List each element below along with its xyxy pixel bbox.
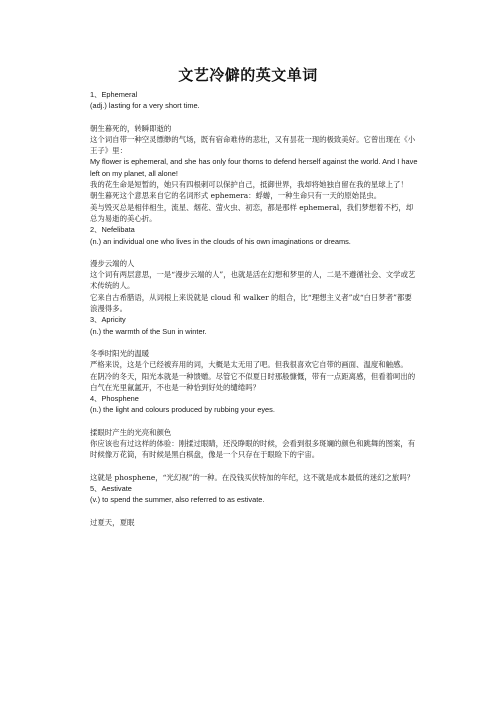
translation-ephemeral: 朝生暮死的，转瞬即逝的 xyxy=(90,123,172,133)
paragraph: 朝生暮死这个意思来自它的名词形式 ephemera：蜉蝣，一种生命只有一天的原始昆虫。 xyxy=(90,191,382,201)
paragraph: 你应该也有过这样的体验：刚揉过眼睛，还没睁眼的时候，会看到很多斑斓的颜色和跳舞的图案，有时候像万花筒，有时候是黑白棋盘，像是一个只存在于眼睑下的宇宙。 xyxy=(90,439,416,460)
paragraph: 美与毁灭总是相伴相生，流星、烟花、萤火虫、初恋，都是那样 ephemeral，我们梦想着不朽，却总为易逝的美心折。 xyxy=(90,202,414,223)
translation-aestivate: 过夏天，夏眠 xyxy=(90,517,135,527)
definition-aestivate: (v.) to spend the summer, also referred to as estivate. xyxy=(90,495,265,505)
quote-chinese: 我的花生命是短暂的，她只有四根刺可以保护自己，抵御世界，我却将她独自留在我的星球上了！ xyxy=(90,180,408,190)
paragraph: 这个词有两层意思，一是“漫步云端的人”，也就是活在幻想和梦里的人，二是不遵循社会、文学或艺术传统的人。 xyxy=(90,270,416,291)
quote-english: My flower is ephemeral, and she has only four thorns to defend herself against the world. And I have left on my planet, all alone! xyxy=(90,157,418,178)
translation-phosphene: 揉眼时产生的光亮和颜色 xyxy=(90,427,172,437)
entry-heading-ephemeral: 1、Ephemeral xyxy=(90,90,138,99)
document-body xyxy=(90,89,418,528)
document-title: 文艺冷僻的英文单词 xyxy=(178,66,318,84)
paragraph: 这个词自带一种空灵缥缈的气场，既有宿命难侍的悲壮，又有昙花一现的极致美好。它曾出现在《小王子》里： xyxy=(90,134,416,156)
entry-heading-aestivate: 5、Aestivate xyxy=(90,483,132,493)
translation-apricity: 冬季时阳光的温暖 xyxy=(90,348,150,358)
definition-ephemeral: (adj.) lasting for a very short time. xyxy=(90,101,200,111)
translation-nefelibata: 漫步云端的人 xyxy=(90,258,135,268)
definition-apricity: (n.) the warmth of the Sun in winter. xyxy=(90,326,207,336)
paragraph: 在阴冷的冬天，阳光本就是一种馈赠。尽管它不似夏日时那般慷慨，带有一点距离感，但看着呵出的白气在光里氤氲开，不也是一种恰到好处的缱绻吗？ xyxy=(90,371,416,392)
paragraph: 严格来说，这是个已经被弃用的词，大概是太无用了吧。但我很喜欢它自带的画面、温度和触感。 xyxy=(90,360,408,370)
entry-heading-nefelibata: 2、Nefelibata xyxy=(90,225,135,235)
entry-heading-apricity: 3、Apricity xyxy=(90,315,126,325)
entry-heading-phosphene: 4、Phosphene xyxy=(90,394,139,404)
definition-nefelibata: (n.) an individual one who lives in the clouds of his own imaginations or dreams. xyxy=(90,236,351,246)
definition-phosphene: (n.) the light and colours produced by rubbing your eyes. xyxy=(90,405,275,415)
paragraph: 它来自古希腊语，从词根上来说就是 cloud 和 walker 的组合，比“理想主义者”或“白日梦者”都要浪漫得多。 xyxy=(90,292,412,314)
paragraph: 这就是 phosphene，“光幻视”的一种。在没钱买伏特加的年纪，这不就是成本最低的迷幻之旅吗？ xyxy=(90,472,415,482)
